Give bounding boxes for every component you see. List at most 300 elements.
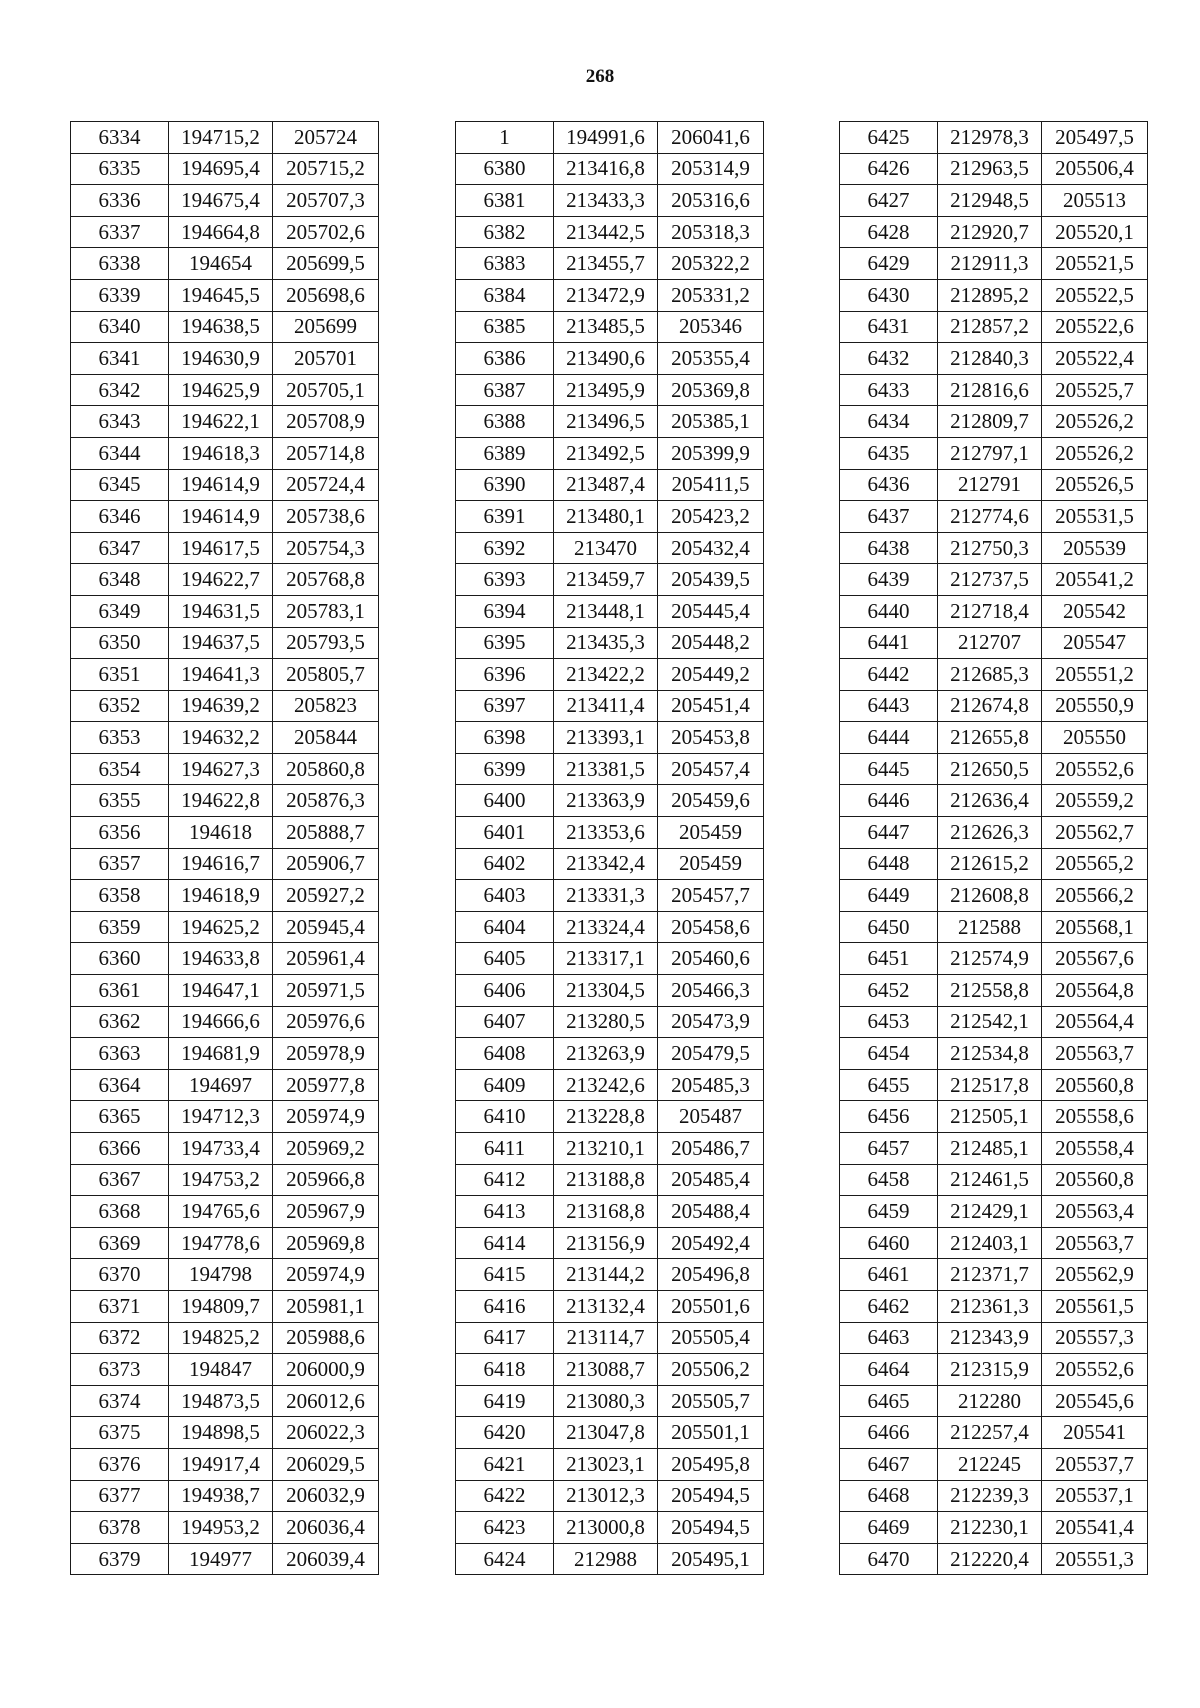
point-number-cell: 6413 <box>456 1196 554 1228</box>
table-row <box>71 753 379 785</box>
table-row <box>840 1164 1148 1196</box>
x-coordinate-cell: 194712,3 <box>169 1101 273 1133</box>
table-row <box>456 1006 764 1038</box>
y-coordinate-cell: 205541 <box>1042 1417 1148 1449</box>
y-coordinate-cell: 205860,8 <box>273 753 379 785</box>
point-number-cell: 6425 <box>840 122 938 154</box>
y-coordinate-cell: 205473,9 <box>658 1006 764 1038</box>
y-coordinate-cell: 205466,3 <box>658 975 764 1007</box>
table-row <box>456 1290 764 1322</box>
y-coordinate-cell: 205715,2 <box>273 153 379 185</box>
y-coordinate-cell: 205487 <box>658 1101 764 1133</box>
y-coordinate-cell: 205699,5 <box>273 248 379 280</box>
table-row <box>840 1101 1148 1133</box>
y-coordinate-cell: 205974,9 <box>273 1259 379 1291</box>
table-row <box>840 659 1148 691</box>
table-row <box>456 1133 764 1165</box>
x-coordinate-cell: 213411,4 <box>554 690 658 722</box>
y-coordinate-cell: 205565,2 <box>1042 848 1148 880</box>
table-row <box>456 248 764 280</box>
point-number-cell: 6459 <box>840 1196 938 1228</box>
x-coordinate-cell: 212608,8 <box>938 880 1042 912</box>
table-row <box>456 722 764 754</box>
table-row <box>71 1038 379 1070</box>
x-coordinate-cell: 194645,5 <box>169 279 273 311</box>
y-coordinate-cell: 205783,1 <box>273 595 379 627</box>
point-number-cell: 6454 <box>840 1038 938 1070</box>
x-coordinate-cell: 194627,3 <box>169 753 273 785</box>
y-coordinate-cell: 206029,5 <box>273 1448 379 1480</box>
y-coordinate-cell: 205485,3 <box>658 1069 764 1101</box>
point-number-cell: 6369 <box>71 1227 169 1259</box>
table-row <box>456 785 764 817</box>
y-coordinate-cell: 205976,6 <box>273 1006 379 1038</box>
x-coordinate-cell: 194632,2 <box>169 722 273 754</box>
y-coordinate-cell: 205522,4 <box>1042 343 1148 375</box>
table-row <box>71 437 379 469</box>
point-number-cell: 6432 <box>840 343 938 375</box>
y-coordinate-cell: 205961,4 <box>273 943 379 975</box>
table-row <box>840 1512 1148 1544</box>
x-coordinate-cell: 212574,9 <box>938 943 1042 975</box>
point-number-cell: 6409 <box>456 1069 554 1101</box>
y-coordinate-cell: 205439,5 <box>658 564 764 596</box>
point-number-cell: 6451 <box>840 943 938 975</box>
point-number-cell: 6344 <box>71 437 169 469</box>
x-coordinate-cell: 212280 <box>938 1385 1042 1417</box>
table-row <box>456 1038 764 1070</box>
point-number-cell: 6468 <box>840 1480 938 1512</box>
point-number-cell: 6447 <box>840 817 938 849</box>
y-coordinate-cell: 205537,7 <box>1042 1448 1148 1480</box>
y-coordinate-cell: 206000,9 <box>273 1354 379 1386</box>
x-coordinate-cell: 212315,9 <box>938 1354 1042 1386</box>
y-coordinate-cell: 205558,4 <box>1042 1133 1148 1165</box>
x-coordinate-cell: 213210,1 <box>554 1133 658 1165</box>
x-coordinate-cell: 212257,4 <box>938 1417 1042 1449</box>
x-coordinate-cell: 194625,9 <box>169 374 273 406</box>
coordinates-table-3 <box>839 121 1148 1575</box>
table-row <box>456 690 764 722</box>
table-row <box>456 659 764 691</box>
x-coordinate-cell: 213144,2 <box>554 1259 658 1291</box>
y-coordinate-cell: 205495,1 <box>658 1543 764 1575</box>
x-coordinate-cell: 212505,1 <box>938 1101 1042 1133</box>
table-row <box>840 1480 1148 1512</box>
x-coordinate-cell: 213470 <box>554 532 658 564</box>
x-coordinate-cell: 194847 <box>169 1354 273 1386</box>
y-coordinate-cell: 205977,8 <box>273 1069 379 1101</box>
table-row <box>71 1069 379 1101</box>
table-row <box>71 1417 379 1449</box>
x-coordinate-cell: 194614,9 <box>169 469 273 501</box>
table-row <box>71 122 379 154</box>
y-coordinate-cell: 205560,8 <box>1042 1069 1148 1101</box>
y-coordinate-cell: 205448,2 <box>658 627 764 659</box>
point-number-cell: 6397 <box>456 690 554 722</box>
table-row <box>840 1259 1148 1291</box>
y-coordinate-cell: 205564,4 <box>1042 1006 1148 1038</box>
y-coordinate-cell: 205459,6 <box>658 785 764 817</box>
x-coordinate-cell: 212371,7 <box>938 1259 1042 1291</box>
point-number-cell: 6373 <box>71 1354 169 1386</box>
x-coordinate-cell: 194825,2 <box>169 1322 273 1354</box>
x-coordinate-cell: 213487,4 <box>554 469 658 501</box>
x-coordinate-cell: 213353,6 <box>554 817 658 849</box>
table-row <box>456 1259 764 1291</box>
table-row <box>840 216 1148 248</box>
x-coordinate-cell: 194778,6 <box>169 1227 273 1259</box>
table-row <box>71 1259 379 1291</box>
x-coordinate-cell: 194618,3 <box>169 437 273 469</box>
table-row <box>456 469 764 501</box>
y-coordinate-cell: 205974,9 <box>273 1101 379 1133</box>
y-coordinate-cell: 205754,3 <box>273 532 379 564</box>
table-row <box>71 248 379 280</box>
y-coordinate-cell: 205331,2 <box>658 279 764 311</box>
y-coordinate-cell: 205457,7 <box>658 880 764 912</box>
table-row <box>71 1227 379 1259</box>
y-coordinate-cell: 205793,5 <box>273 627 379 659</box>
table-row <box>456 1069 764 1101</box>
point-number-cell: 6455 <box>840 1069 938 1101</box>
point-number-cell: 6470 <box>840 1543 938 1575</box>
y-coordinate-cell: 205927,2 <box>273 880 379 912</box>
y-coordinate-cell: 205495,8 <box>658 1448 764 1480</box>
point-number-cell: 6445 <box>840 753 938 785</box>
y-coordinate-cell: 205385,1 <box>658 406 764 438</box>
x-coordinate-cell: 212948,5 <box>938 185 1042 217</box>
table-row <box>71 1322 379 1354</box>
y-coordinate-cell: 205316,6 <box>658 185 764 217</box>
x-coordinate-cell: 213490,6 <box>554 343 658 375</box>
x-coordinate-cell: 194622,8 <box>169 785 273 817</box>
x-coordinate-cell: 212361,3 <box>938 1290 1042 1322</box>
point-number-cell: 6436 <box>840 469 938 501</box>
x-coordinate-cell: 194630,9 <box>169 343 273 375</box>
y-coordinate-cell: 205457,4 <box>658 753 764 785</box>
point-number-cell: 6433 <box>840 374 938 406</box>
table-row <box>840 1290 1148 1322</box>
point-number-cell: 6343 <box>71 406 169 438</box>
point-number-cell: 6336 <box>71 185 169 217</box>
x-coordinate-cell: 212988 <box>554 1543 658 1575</box>
x-coordinate-cell: 213496,5 <box>554 406 658 438</box>
point-number-cell: 6430 <box>840 279 938 311</box>
point-number-cell: 6359 <box>71 911 169 943</box>
y-coordinate-cell: 205479,5 <box>658 1038 764 1070</box>
y-coordinate-cell: 205969,8 <box>273 1227 379 1259</box>
x-coordinate-cell: 194917,4 <box>169 1448 273 1480</box>
y-coordinate-cell: 205560,8 <box>1042 1164 1148 1196</box>
table-row <box>840 627 1148 659</box>
x-coordinate-cell: 212429,1 <box>938 1196 1042 1228</box>
x-coordinate-cell: 212655,8 <box>938 722 1042 754</box>
y-coordinate-cell: 205552,6 <box>1042 1354 1148 1386</box>
y-coordinate-cell: 205318,3 <box>658 216 764 248</box>
x-coordinate-cell: 194715,2 <box>169 122 273 154</box>
table-row <box>840 595 1148 627</box>
table-row <box>456 564 764 596</box>
x-coordinate-cell: 194873,5 <box>169 1385 273 1417</box>
y-coordinate-cell: 205488,4 <box>658 1196 764 1228</box>
table-row <box>456 343 764 375</box>
x-coordinate-cell: 212920,7 <box>938 216 1042 248</box>
table-row <box>71 1101 379 1133</box>
x-coordinate-cell: 212840,3 <box>938 343 1042 375</box>
table-row <box>71 406 379 438</box>
x-coordinate-cell: 212797,1 <box>938 437 1042 469</box>
y-coordinate-cell: 205547 <box>1042 627 1148 659</box>
y-coordinate-cell: 205701 <box>273 343 379 375</box>
x-coordinate-cell: 213228,8 <box>554 1101 658 1133</box>
point-number-cell: 6462 <box>840 1290 938 1322</box>
table-row <box>840 122 1148 154</box>
y-coordinate-cell: 205563,7 <box>1042 1038 1148 1070</box>
x-coordinate-cell: 212517,8 <box>938 1069 1042 1101</box>
point-number-cell: 6439 <box>840 564 938 596</box>
y-coordinate-cell: 205562,7 <box>1042 817 1148 849</box>
y-coordinate-cell: 206036,4 <box>273 1512 379 1544</box>
y-coordinate-cell: 205513 <box>1042 185 1148 217</box>
page-number: 268 <box>585 66 615 87</box>
point-number-cell: 6464 <box>840 1354 938 1386</box>
table-body <box>456 122 764 1575</box>
x-coordinate-cell: 212816,6 <box>938 374 1042 406</box>
y-coordinate-cell: 206039,4 <box>273 1543 379 1575</box>
x-coordinate-cell: 213472,9 <box>554 279 658 311</box>
table-row <box>840 1133 1148 1165</box>
x-coordinate-cell: 194631,5 <box>169 595 273 627</box>
point-number-cell: 6410 <box>456 1101 554 1133</box>
point-number-cell: 6388 <box>456 406 554 438</box>
point-number-cell: 6405 <box>456 943 554 975</box>
point-number-cell: 6361 <box>71 975 169 1007</box>
point-number-cell: 6339 <box>71 279 169 311</box>
x-coordinate-cell: 213047,8 <box>554 1417 658 1449</box>
x-coordinate-cell: 194938,7 <box>169 1480 273 1512</box>
y-coordinate-cell: 205550,9 <box>1042 690 1148 722</box>
y-coordinate-cell: 205966,8 <box>273 1164 379 1196</box>
table-row <box>840 532 1148 564</box>
x-coordinate-cell: 213088,7 <box>554 1354 658 1386</box>
y-coordinate-cell: 205494,5 <box>658 1512 764 1544</box>
table-row <box>71 564 379 596</box>
coordinates-table-1 <box>70 121 379 1575</box>
y-coordinate-cell: 205906,7 <box>273 848 379 880</box>
point-number-cell: 6347 <box>71 532 169 564</box>
point-number-cell: 6435 <box>840 437 938 469</box>
y-coordinate-cell: 205449,2 <box>658 659 764 691</box>
table-row <box>840 248 1148 280</box>
point-number-cell: 6389 <box>456 437 554 469</box>
y-coordinate-cell: 205537,1 <box>1042 1480 1148 1512</box>
point-number-cell: 6448 <box>840 848 938 880</box>
table-row <box>71 595 379 627</box>
y-coordinate-cell: 205971,5 <box>273 975 379 1007</box>
x-coordinate-cell: 194991,6 <box>554 122 658 154</box>
point-number-cell: 6395 <box>456 627 554 659</box>
table-row <box>71 374 379 406</box>
x-coordinate-cell: 194798 <box>169 1259 273 1291</box>
table-row <box>456 185 764 217</box>
point-number-cell: 6424 <box>456 1543 554 1575</box>
table-row <box>456 1164 764 1196</box>
x-coordinate-cell: 213280,5 <box>554 1006 658 1038</box>
point-number-cell: 6429 <box>840 248 938 280</box>
x-coordinate-cell: 213363,9 <box>554 785 658 817</box>
point-number-cell: 6419 <box>456 1385 554 1417</box>
point-number-cell: 6400 <box>456 785 554 817</box>
x-coordinate-cell: 213331,3 <box>554 880 658 912</box>
table-row <box>840 1322 1148 1354</box>
y-coordinate-cell: 205888,7 <box>273 817 379 849</box>
point-number-cell: 6365 <box>71 1101 169 1133</box>
y-coordinate-cell: 205768,8 <box>273 564 379 596</box>
point-number-cell: 6457 <box>840 1133 938 1165</box>
table-row <box>71 943 379 975</box>
point-number-cell: 6370 <box>71 1259 169 1291</box>
table-row <box>456 880 764 912</box>
x-coordinate-cell: 213317,1 <box>554 943 658 975</box>
y-coordinate-cell: 205844 <box>273 722 379 754</box>
x-coordinate-cell: 212636,4 <box>938 785 1042 817</box>
point-number-cell: 6372 <box>71 1322 169 1354</box>
x-coordinate-cell: 213495,9 <box>554 374 658 406</box>
table-row <box>71 690 379 722</box>
table-row <box>456 501 764 533</box>
x-coordinate-cell: 213393,1 <box>554 722 658 754</box>
table-row <box>71 1448 379 1480</box>
point-number-cell: 6341 <box>71 343 169 375</box>
y-coordinate-cell: 205541,2 <box>1042 564 1148 596</box>
point-number-cell: 6469 <box>840 1512 938 1544</box>
table-row <box>840 911 1148 943</box>
table-row <box>840 374 1148 406</box>
point-number-cell: 6411 <box>456 1133 554 1165</box>
point-number-cell: 6450 <box>840 911 938 943</box>
y-coordinate-cell: 205505,7 <box>658 1385 764 1417</box>
x-coordinate-cell: 212485,1 <box>938 1133 1042 1165</box>
y-coordinate-cell: 205699 <box>273 311 379 343</box>
y-coordinate-cell: 205708,9 <box>273 406 379 438</box>
point-number-cell: 6348 <box>71 564 169 596</box>
y-coordinate-cell: 205501,1 <box>658 1417 764 1449</box>
point-number-cell: 6415 <box>456 1259 554 1291</box>
y-coordinate-cell: 205459 <box>658 817 764 849</box>
x-coordinate-cell: 213324,4 <box>554 911 658 943</box>
point-number-cell: 6460 <box>840 1227 938 1259</box>
y-coordinate-cell: 205698,6 <box>273 279 379 311</box>
x-coordinate-cell: 194977 <box>169 1543 273 1575</box>
point-number-cell: 6367 <box>71 1164 169 1196</box>
point-number-cell: 6453 <box>840 1006 938 1038</box>
x-coordinate-cell: 212857,2 <box>938 311 1042 343</box>
table-row <box>456 911 764 943</box>
y-coordinate-cell: 205526,5 <box>1042 469 1148 501</box>
table-row <box>456 374 764 406</box>
y-coordinate-cell: 205805,7 <box>273 659 379 691</box>
point-number-cell: 6398 <box>456 722 554 754</box>
table-row <box>71 848 379 880</box>
table-row <box>840 469 1148 501</box>
x-coordinate-cell: 212750,3 <box>938 532 1042 564</box>
table-row <box>456 595 764 627</box>
x-coordinate-cell: 213485,5 <box>554 311 658 343</box>
table-row <box>840 848 1148 880</box>
point-number-cell: 6465 <box>840 1385 938 1417</box>
table-row <box>840 1069 1148 1101</box>
point-number-cell: 1 <box>456 122 554 154</box>
point-number-cell: 6431 <box>840 311 938 343</box>
x-coordinate-cell: 213304,5 <box>554 975 658 1007</box>
y-coordinate-cell: 205550 <box>1042 722 1148 754</box>
x-coordinate-cell: 194697 <box>169 1069 273 1101</box>
y-coordinate-cell: 205823 <box>273 690 379 722</box>
point-number-cell: 6408 <box>456 1038 554 1070</box>
point-number-cell: 6463 <box>840 1322 938 1354</box>
table-row <box>840 880 1148 912</box>
x-coordinate-cell: 212626,3 <box>938 817 1042 849</box>
x-coordinate-cell: 212707 <box>938 627 1042 659</box>
x-coordinate-cell: 213012,3 <box>554 1480 658 1512</box>
table-row <box>71 880 379 912</box>
point-number-cell: 6355 <box>71 785 169 817</box>
point-number-cell: 6443 <box>840 690 938 722</box>
x-coordinate-cell: 213492,5 <box>554 437 658 469</box>
y-coordinate-cell: 205451,4 <box>658 690 764 722</box>
x-coordinate-cell: 212245 <box>938 1448 1042 1480</box>
point-number-cell: 6376 <box>71 1448 169 1480</box>
x-coordinate-cell: 194666,6 <box>169 1006 273 1038</box>
point-number-cell: 6399 <box>456 753 554 785</box>
y-coordinate-cell: 205399,9 <box>658 437 764 469</box>
point-number-cell: 6338 <box>71 248 169 280</box>
table-row <box>456 1101 764 1133</box>
x-coordinate-cell: 194639,2 <box>169 690 273 722</box>
table-row <box>840 1227 1148 1259</box>
y-coordinate-cell: 205702,6 <box>273 216 379 248</box>
y-coordinate-cell: 205525,7 <box>1042 374 1148 406</box>
point-number-cell: 6446 <box>840 785 938 817</box>
point-number-cell: 6444 <box>840 722 938 754</box>
table-row <box>840 153 1148 185</box>
table-row <box>456 279 764 311</box>
point-number-cell: 6357 <box>71 848 169 880</box>
table-row <box>456 1512 764 1544</box>
point-number-cell: 6363 <box>71 1038 169 1070</box>
table-row <box>840 564 1148 596</box>
x-coordinate-cell: 212911,3 <box>938 248 1042 280</box>
point-number-cell: 6394 <box>456 595 554 627</box>
table-row <box>71 975 379 1007</box>
table-row <box>840 1038 1148 1070</box>
table-row <box>456 848 764 880</box>
point-number-cell: 6423 <box>456 1512 554 1544</box>
y-coordinate-cell: 205562,9 <box>1042 1259 1148 1291</box>
table-row <box>456 216 764 248</box>
y-coordinate-cell: 206022,3 <box>273 1417 379 1449</box>
table-row <box>71 153 379 185</box>
x-coordinate-cell: 212809,7 <box>938 406 1042 438</box>
y-coordinate-cell: 205563,4 <box>1042 1196 1148 1228</box>
point-number-cell: 6441 <box>840 627 938 659</box>
table-row <box>840 1417 1148 1449</box>
y-coordinate-cell: 205988,6 <box>273 1322 379 1354</box>
point-number-cell: 6381 <box>456 185 554 217</box>
point-number-cell: 6352 <box>71 690 169 722</box>
y-coordinate-cell: 205876,3 <box>273 785 379 817</box>
